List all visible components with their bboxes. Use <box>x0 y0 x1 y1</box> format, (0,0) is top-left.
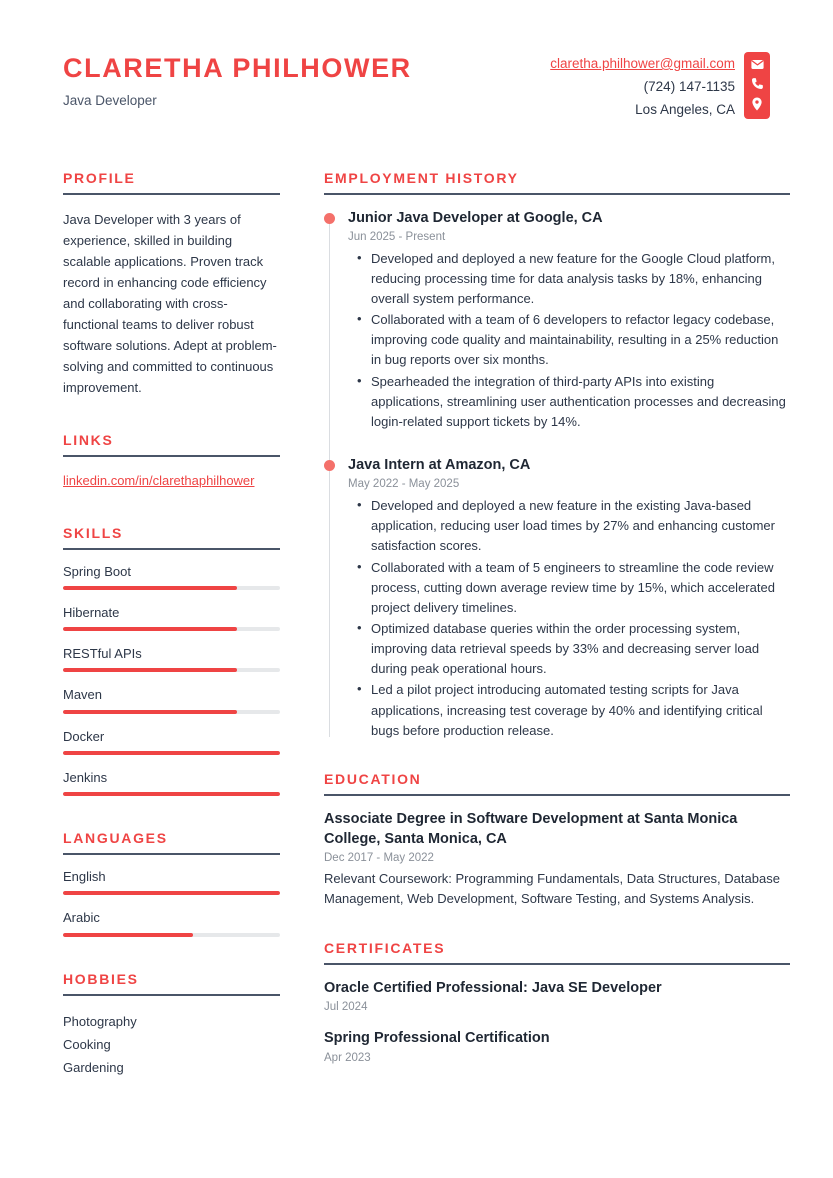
skill-bar-track <box>63 668 280 672</box>
job-bullet: • Developed and deployed a new feature for the Google Cloud platform, reducing processing time for data analysis tasks by 18%, enhancing overall system performance. <box>348 249 790 309</box>
section-profile <box>63 170 280 398</box>
contact-block <box>550 48 770 122</box>
certificate-heading: Oracle Certified Professional: Java SE Developer <box>324 979 662 996</box>
language-bar-fill <box>63 891 280 895</box>
section-divider <box>63 548 280 550</box>
section-links <box>63 432 280 491</box>
skill-bar-fill <box>63 668 237 672</box>
skill-label: Docker <box>63 728 105 744</box>
section-certificates <box>324 940 790 1064</box>
language-item <box>63 869 280 895</box>
job-entry <box>324 209 790 432</box>
job-bullet-list <box>348 249 790 432</box>
section-title-hobbies: HOBBIES <box>63 970 139 987</box>
section-divider <box>63 994 280 996</box>
section-title-profile: PROFILE <box>63 169 136 186</box>
skill-bar-track <box>63 710 280 714</box>
job-bullet: • Optimized database queries within the order processing system, improving data retrieval speeds by 33% and decreasing server load during peak operational hours. <box>348 619 790 679</box>
certificate-entry <box>324 1029 790 1064</box>
skill-bar-track <box>63 627 280 631</box>
skill-label: Spring Boot <box>63 563 131 579</box>
job-heading: Java Intern at Amazon, CA <box>348 457 531 474</box>
spacer <box>324 438 790 456</box>
job-bullet: • Collaborated with a team of 6 developers to refactor legacy codebase, improving code quality and maintainability, resulting in a 25% reduction in bug reports over six months. <box>348 310 790 370</box>
contact-email[interactable]: claretha.philhower@gmail.com <box>550 56 735 71</box>
skill-item <box>63 729 280 755</box>
skill-label: Maven <box>63 687 103 703</box>
section-title-employment: EMPLOYMENT HISTORY <box>324 169 519 186</box>
section-divider <box>324 794 790 796</box>
contact-lines <box>550 52 735 122</box>
sidebar-column <box>63 170 280 1079</box>
education-entry <box>324 810 790 910</box>
job-dates: Jun 2025 - Present <box>348 230 446 243</box>
skill-bar-fill <box>63 710 237 714</box>
skill-bar-fill <box>63 627 237 631</box>
skill-bar-fill <box>63 751 280 755</box>
job-heading: Junior Java Developer at Google, CA <box>348 209 603 226</box>
section-divider <box>324 963 790 965</box>
skill-item <box>63 770 280 796</box>
contact-phone: (724) 147-1135 <box>643 79 735 95</box>
contact-location: Los Angeles, CA <box>635 102 735 118</box>
language-label: Arabic <box>63 910 100 926</box>
education-heading: Associate Degree in Software Development at Santa Monica College, Santa Monica, CA <box>324 810 738 847</box>
section-title-education: EDUCATION <box>324 770 422 787</box>
hobby-item: Gardening <box>63 1059 124 1075</box>
contact-icon-rail <box>744 52 770 119</box>
skill-label: Hibernate <box>63 604 120 620</box>
resume-body <box>63 169 786 1079</box>
skill-bar-fill <box>63 792 280 796</box>
hobby-item: Photography <box>63 1013 137 1029</box>
section-divider <box>324 193 790 195</box>
job-dates: May 2022 - May 2025 <box>348 478 460 491</box>
certificate-entry <box>324 979 790 1014</box>
language-bar-fill <box>63 933 193 937</box>
skill-item <box>63 687 280 713</box>
resume-header <box>63 48 770 122</box>
section-employment-history <box>324 170 790 741</box>
employment-timeline <box>324 209 790 741</box>
education-dates: Dec 2017 - May 2022 <box>324 852 434 865</box>
section-title-certificates: CERTIFICATES <box>324 939 446 956</box>
page-title: CLARETHA PHILHOWER <box>63 53 412 83</box>
skill-bar-track <box>63 792 280 796</box>
header-identity <box>63 48 412 108</box>
section-divider <box>63 853 280 855</box>
section-hobbies <box>63 971 280 1079</box>
section-title-languages: LANGUAGES <box>63 830 168 847</box>
education-description: Relevant Coursework: Programming Fundamentals, Data Structures, Database Management, Web Development, Software Testing, and Systems Analysis. <box>324 871 780 907</box>
skill-item <box>63 646 280 672</box>
language-label: English <box>63 869 106 885</box>
language-bar-track <box>63 933 280 937</box>
section-languages <box>63 830 280 937</box>
link-item[interactable]: linkedin.com/in/clarethaphilhower <box>63 473 255 489</box>
skill-bar-track <box>63 751 280 755</box>
skill-item <box>63 605 280 631</box>
skill-bar-track <box>63 586 280 590</box>
section-title-links: LINKS <box>63 432 114 449</box>
job-entry <box>324 456 790 741</box>
language-item <box>63 910 280 936</box>
hobby-item: Cooking <box>63 1036 111 1052</box>
section-education <box>324 771 790 910</box>
phone-icon <box>751 77 764 90</box>
main-column <box>324 170 790 1064</box>
envelope-icon <box>751 59 764 70</box>
certificate-dates: Apr 2023 <box>324 1052 371 1065</box>
section-title-skills: SKILLS <box>63 524 123 541</box>
timeline-dot-icon <box>324 213 335 224</box>
certificate-heading: Spring Professional Certification <box>324 1030 550 1047</box>
timeline-dot-icon <box>324 460 335 471</box>
section-divider <box>63 455 280 457</box>
skill-label: RESTful APIs <box>63 646 142 662</box>
job-bullet-list <box>348 496 790 741</box>
skill-item <box>63 564 280 590</box>
section-skills <box>63 525 280 797</box>
job-bullet: • Spearheaded the integration of third-party APIs into existing applications, streamlining user authentication processes and decreasing login-related support tickets by 14%. <box>348 372 790 432</box>
job-bullet: • Led a pilot project introducing automated testing scripts for Java applications, increasing test coverage by 40% and identifying critical bugs before production release. <box>348 680 790 740</box>
certificate-dates: Jul 2024 <box>324 1001 368 1014</box>
skill-bar-fill <box>63 586 237 590</box>
job-title-subtitle: Java Developer <box>63 92 157 108</box>
job-bullet: • Developed and deployed a new feature in the existing Java-based application, reducing user load times by 27% and enhancing customer satisfaction scores. <box>348 496 790 556</box>
job-bullet: • Collaborated with a team of 5 engineers to streamline the code review process, cutting down average review time by 15%, which accelerated project delivery timelines. <box>348 558 790 618</box>
section-divider <box>63 193 280 195</box>
map-pin-icon <box>751 97 763 111</box>
skill-label: Jenkins <box>63 769 108 785</box>
language-bar-track <box>63 891 280 895</box>
profile-text: Java Developer with 3 years of experience, skilled in building scalable applications. Proven track record in enhancing code efficiency and collaborating with cross-functional teams to deliver robust software solutions. Adept at problem-solving and committed to continuous improvement. <box>63 211 277 396</box>
